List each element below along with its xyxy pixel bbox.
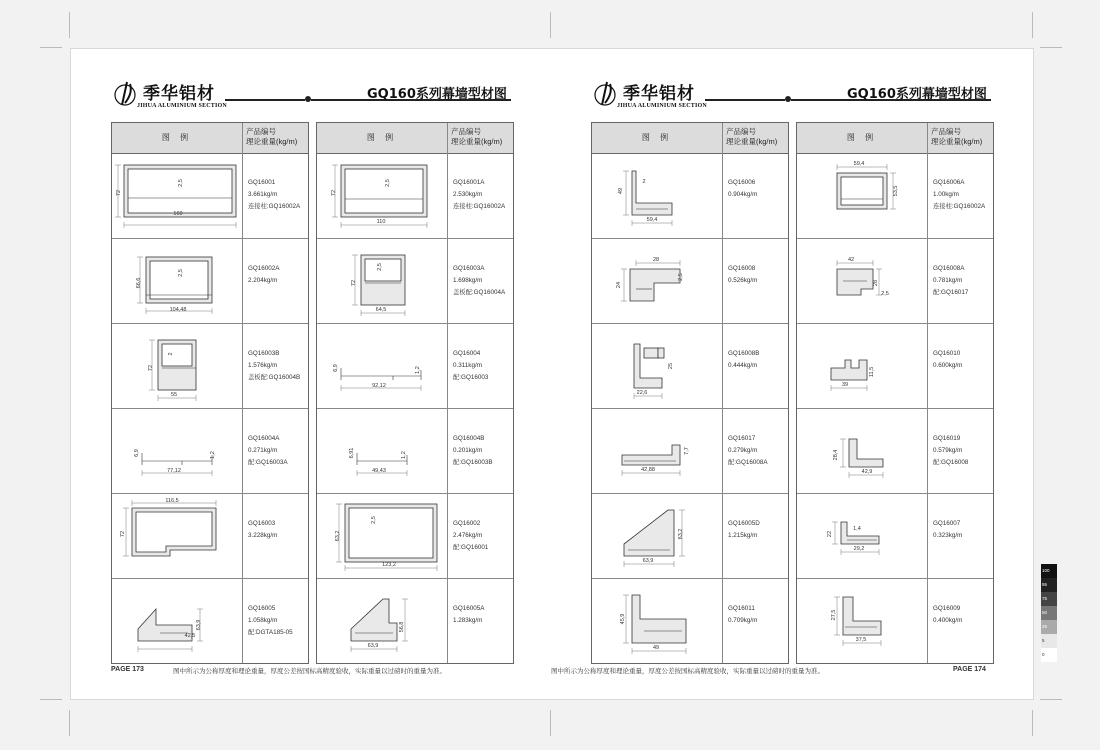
dimension-label: 55	[170, 392, 178, 398]
dimension-label: 42,88	[641, 467, 655, 473]
product-row	[317, 493, 513, 579]
dimension-label: 42,5	[184, 633, 196, 639]
crop-mark	[69, 710, 70, 736]
catalog-spread	[70, 48, 1034, 700]
product-weight: 0.781kg/m	[933, 277, 963, 284]
profile-drawing	[592, 494, 722, 579]
profile-shape	[831, 360, 867, 380]
brand-name: 季华铝材	[623, 84, 695, 104]
page-title: GQ160系列幕墙型材图	[367, 87, 507, 102]
dimension-label: 63,9	[367, 643, 379, 649]
profile-shape	[345, 169, 423, 213]
table-header-info	[722, 127, 788, 147]
profile-shape	[630, 269, 680, 301]
profile-shape	[349, 508, 433, 558]
dimension-label: 1,4	[853, 526, 861, 532]
table-header-weight: 理论重量(kg/m)	[726, 137, 778, 146]
crop-mark	[1040, 699, 1062, 700]
table-header-code: 产品编号	[451, 127, 481, 136]
product-weight: 1.283kg/m	[453, 617, 483, 624]
swatch: 50	[1041, 606, 1057, 620]
product-code: GQ16001A	[453, 179, 485, 186]
page-footnote: 图中所示为公称厚度和理论重量，厚度公差按国标高精度验收，实际重量以过磅时的重量为准。	[173, 668, 446, 675]
dimension-label: 28	[873, 279, 879, 287]
product-code: GQ16008	[728, 265, 756, 272]
profile-drawing	[112, 239, 242, 324]
profile-drawing	[317, 324, 447, 409]
product-note: 盖板配:GQ16004A	[453, 289, 506, 296]
product-code: GQ16006	[728, 179, 756, 186]
dimension-label: 6,9	[333, 364, 339, 372]
product-row	[317, 323, 513, 409]
profile-shape	[128, 169, 232, 213]
product-row	[317, 153, 513, 238]
product-info	[248, 348, 308, 384]
dimension-label: 11,5	[869, 366, 875, 378]
profile-drawing	[797, 153, 927, 238]
profile-shape	[162, 344, 192, 366]
profile-drawing	[797, 324, 927, 409]
product-row	[797, 578, 993, 664]
product-row	[112, 153, 308, 238]
profile-shape	[658, 348, 664, 358]
product-weight: 1.576kg/m	[248, 362, 278, 369]
crop-mark	[550, 710, 551, 736]
dimension-label: 24	[616, 281, 622, 289]
product-weight: 1.215kg/m	[728, 532, 758, 539]
product-code: GQ16019	[933, 435, 961, 442]
product-row	[592, 578, 788, 664]
profile-shape	[624, 510, 674, 556]
product-weight: 3.661kg/m	[248, 191, 278, 198]
product-info	[728, 348, 788, 372]
dimension-label: 63,2	[335, 530, 341, 542]
product-weight: 2.204kg/m	[248, 277, 278, 284]
table-header-code: 产品编号	[246, 127, 276, 136]
product-row	[592, 238, 788, 324]
table-header	[592, 123, 788, 154]
product-row	[112, 493, 308, 579]
product-table	[591, 122, 789, 664]
crop-mark	[550, 12, 551, 38]
dimension-label: 104,48	[169, 307, 187, 313]
profile-drawing	[112, 409, 242, 494]
crop-mark	[1032, 12, 1033, 38]
product-code: GQ16005	[248, 605, 276, 612]
product-info	[248, 263, 308, 287]
profile-shape	[632, 595, 686, 643]
profile-drawing	[592, 579, 722, 664]
product-note: 配:GQ16008	[933, 459, 969, 466]
dimension-label: 2,5	[881, 291, 889, 297]
product-table	[111, 122, 309, 664]
profile-shape	[632, 171, 672, 215]
dimension-label: 1,2	[210, 451, 216, 459]
product-weight: 0.709kg/m	[728, 617, 758, 624]
dimension-label: 7,7	[684, 447, 690, 455]
product-code: GQ16005D	[728, 520, 760, 527]
table-header-info	[447, 127, 513, 147]
catalog-page-left	[71, 49, 551, 699]
dimension-label: 63,9	[196, 619, 202, 631]
product-row	[317, 238, 513, 324]
product-table	[796, 122, 994, 664]
dimension-label: 2,5	[371, 516, 377, 524]
dimension-label: 1,2	[401, 451, 407, 459]
profile-drawing	[112, 579, 242, 664]
product-note: 连接柱:GQ16002A	[248, 203, 301, 210]
product-info	[248, 518, 308, 542]
product-row	[592, 323, 788, 409]
dimension-label: 64,5	[375, 307, 387, 313]
brand-name: 季华铝材	[143, 84, 215, 104]
product-code: GQ16010	[933, 350, 961, 357]
dimension-label: 72	[148, 364, 154, 372]
dimension-label: 66,6	[136, 277, 142, 289]
product-info	[933, 348, 993, 372]
product-info	[453, 348, 513, 384]
dimension-label: 27,5	[831, 609, 837, 621]
profile-shape	[837, 269, 873, 295]
product-row	[317, 408, 513, 494]
dimension-label: 72	[351, 279, 357, 287]
profile-drawing	[112, 324, 242, 409]
brand-logo-block	[593, 79, 723, 121]
product-code: GQ16011	[728, 605, 755, 612]
product-code: GQ16003B	[248, 350, 280, 357]
dimension-label: 2,5	[178, 269, 184, 277]
product-info	[728, 177, 788, 201]
profile-drawing	[317, 239, 447, 324]
product-code: GQ16005A	[453, 605, 485, 612]
color-calibration-bar	[1041, 564, 1057, 662]
product-code: GQ16007	[933, 520, 961, 527]
dimension-label: 123,2	[382, 562, 396, 568]
product-note: 连接柱:GQ16002A	[933, 203, 986, 210]
profile-drawing	[317, 494, 447, 579]
product-row	[112, 238, 308, 324]
table-header-code: 产品编号	[931, 127, 961, 136]
dimension-label: 2	[168, 352, 174, 356]
page-number: PAGE 174	[953, 666, 986, 673]
profile-drawing	[592, 324, 722, 409]
table-header-legend: 图 例	[641, 133, 673, 142]
product-weight: 0.904kg/m	[728, 191, 758, 198]
product-row	[317, 578, 513, 664]
product-weight: 0.444kg/m	[728, 362, 758, 369]
crop-mark	[40, 47, 62, 48]
dimension-label: 2,5	[178, 179, 184, 187]
product-code: GQ16002A	[248, 265, 280, 272]
dimension-label: 56,8	[399, 621, 405, 633]
table-header-weight: 理论重量(kg/m)	[246, 137, 298, 146]
profile-drawing	[317, 579, 447, 664]
brand-subtitle: JIHUA ALUMINIUM SECTION	[617, 103, 707, 109]
dimension-label: 49,43	[372, 468, 386, 474]
product-note: 配:GQ16001	[453, 544, 489, 551]
table-header-legend: 图 例	[846, 133, 878, 142]
profile-shape	[136, 512, 212, 552]
product-note: 配:GQ16003A	[248, 459, 288, 466]
profile-drawing	[592, 239, 722, 324]
dimension-label: 2,5	[377, 263, 383, 271]
product-weight: 1.00kg/m	[933, 191, 959, 198]
profile-drawing	[797, 579, 927, 664]
product-row	[797, 323, 993, 409]
product-weight: 0.201kg/m	[453, 447, 483, 454]
profile-drawing	[797, 409, 927, 494]
dimension-label: 2,5	[678, 273, 684, 281]
product-code: GQ16002	[453, 520, 481, 527]
product-note: 配:GQ16017	[933, 289, 969, 296]
dimension-label: 22	[827, 530, 833, 538]
table-header-info	[927, 127, 993, 147]
profile-shape	[644, 348, 658, 358]
product-row	[112, 323, 308, 409]
product-weight: 0.279kg/m	[728, 447, 758, 454]
product-info	[728, 518, 788, 542]
product-info	[248, 433, 308, 469]
product-code: GQ16017	[728, 435, 756, 442]
product-row	[797, 493, 993, 579]
product-code: GQ16008B	[728, 350, 760, 357]
dimension-label: 29,2	[853, 546, 865, 552]
crop-mark	[40, 699, 62, 700]
product-weight: 1.698kg/m	[453, 277, 483, 284]
product-code: GQ16003A	[453, 265, 485, 272]
page-title: GQ160系列幕墙型材图	[847, 87, 987, 102]
product-info	[728, 433, 788, 469]
product-info	[248, 177, 308, 213]
dimension-label: 59,4	[646, 217, 658, 223]
product-weight: 2.530kg/m	[453, 191, 483, 198]
profile-shape	[841, 177, 883, 205]
product-info	[728, 603, 788, 627]
product-row	[592, 408, 788, 494]
dimension-label: 28,4	[833, 449, 839, 461]
dimension-label: 49	[618, 187, 624, 195]
dimension-label: 63,9	[642, 558, 654, 564]
profile-shape	[849, 439, 883, 467]
product-info	[453, 603, 513, 627]
product-code: GQ16004	[453, 350, 481, 357]
product-info	[453, 433, 513, 469]
product-row	[592, 153, 788, 238]
swatch: 25	[1041, 620, 1057, 634]
product-code: GQ16003	[248, 520, 276, 527]
profile-drawing	[797, 494, 927, 579]
profile-shape	[843, 597, 881, 635]
profile-drawing	[112, 494, 242, 579]
product-info	[933, 177, 993, 213]
table-header-legend: 图 例	[366, 133, 398, 142]
crop-mark	[1032, 710, 1033, 736]
dimension-label: 49	[652, 645, 660, 651]
profile-drawing	[317, 153, 447, 238]
dimension-label: 160	[173, 211, 183, 217]
dimension-label: 72	[120, 530, 126, 538]
crop-mark	[1040, 47, 1062, 48]
product-info	[933, 518, 993, 542]
product-weight: 0.579kg/m	[933, 447, 963, 454]
dimension-label: 42,9	[861, 469, 873, 475]
product-info	[933, 433, 993, 469]
profile-shape	[622, 445, 680, 465]
product-note: 配:DGTA185-05	[248, 629, 293, 636]
dimension-label: 1,2	[415, 366, 421, 374]
dimension-label: 22,6	[636, 390, 648, 396]
table-header-weight: 理论重量(kg/m)	[931, 137, 983, 146]
product-row	[112, 408, 308, 494]
crop-mark	[69, 12, 70, 38]
swatch: 0	[1041, 648, 1057, 662]
dimension-label: 28	[652, 257, 660, 263]
dimension-label: 72	[331, 189, 337, 197]
product-code: GQ16004B	[453, 435, 485, 442]
dimension-label: 42	[847, 257, 855, 263]
swatch: 75	[1041, 592, 1057, 606]
page-number: PAGE 173	[111, 666, 144, 673]
dimension-label: 6,91	[349, 447, 355, 459]
dimension-label: 72	[116, 189, 122, 197]
swatch: 95	[1041, 578, 1057, 592]
profile-drawing	[592, 153, 722, 238]
swatch: 100	[1041, 564, 1057, 578]
profile-drawing	[317, 409, 447, 494]
product-info	[933, 603, 993, 627]
product-row	[797, 153, 993, 238]
dimension-label: 39	[841, 382, 849, 388]
product-weight: 0.526kg/m	[728, 277, 758, 284]
dimension-label: 2	[642, 179, 646, 185]
dimension-label: 37,5	[855, 637, 867, 643]
product-weight: 1.058kg/m	[248, 617, 278, 624]
profile-drawing	[797, 239, 927, 324]
product-note: 盖板配:GQ16004B	[248, 374, 301, 381]
dimension-label: 45,9	[620, 613, 626, 625]
dimension-label: 53,5	[893, 185, 899, 197]
brand-logo-icon	[113, 79, 139, 109]
product-code: GQ16009	[933, 605, 961, 612]
product-info	[453, 263, 513, 299]
dimension-label: 110	[376, 219, 386, 225]
dimension-label: 6,9	[134, 449, 140, 457]
dimension-label: 77,12	[167, 468, 181, 474]
table-header	[797, 123, 993, 154]
profile-shape	[150, 261, 208, 299]
dimension-label: 92,12	[372, 383, 386, 389]
product-table	[316, 122, 514, 664]
product-weight: 0.311kg/m	[453, 362, 482, 369]
dimension-label: 59,4	[853, 161, 865, 167]
profile-drawing	[592, 409, 722, 494]
product-weight: 0.271kg/m	[248, 447, 278, 454]
product-row	[797, 408, 993, 494]
product-weight: 0.400kg/m	[933, 617, 963, 624]
product-note: 配:GQ16008A	[728, 459, 768, 466]
dimension-label: 116,5	[165, 498, 179, 504]
swatch: 5	[1041, 634, 1057, 648]
product-weight: 0.323kg/m	[933, 532, 963, 539]
brand-subtitle: JIHUA ALUMINIUM SECTION	[137, 103, 227, 109]
product-weight: 3.228kg/m	[248, 532, 278, 539]
product-code: GQ16004A	[248, 435, 280, 442]
product-weight: 2.476kg/m	[453, 532, 483, 539]
table-header	[317, 123, 513, 154]
product-info	[453, 518, 513, 554]
product-info	[728, 263, 788, 287]
table-header	[112, 123, 308, 154]
product-note: 连接柱:GQ16002A	[453, 203, 506, 210]
product-note: 配:GQ16003	[453, 374, 489, 381]
table-header-info	[242, 127, 308, 147]
profile-drawing	[112, 153, 242, 238]
table-header-code: 产品编号	[726, 127, 756, 136]
dimension-label: 25	[668, 362, 674, 370]
dimension-label: 63,2	[678, 528, 684, 540]
product-row	[797, 238, 993, 324]
product-code: GQ16001	[248, 179, 276, 186]
profile-shape	[351, 599, 397, 641]
header-rule	[225, 99, 305, 101]
catalog-page-right	[551, 49, 1031, 699]
header-rule	[705, 99, 785, 101]
table-header-weight: 理论重量(kg/m)	[451, 137, 503, 146]
product-note: 配:GQ16003B	[453, 459, 493, 466]
table-header-legend: 图 例	[161, 133, 193, 142]
page-footnote: 图中所示为公称厚度和理论重量，厚度公差按国标高精度验收，实际重量以过磅时的重量为准。	[551, 668, 824, 675]
brand-logo-icon	[593, 79, 619, 109]
brand-logo-block	[113, 79, 243, 121]
product-row	[112, 578, 308, 664]
product-info	[453, 177, 513, 213]
product-code: GQ16008A	[933, 265, 965, 272]
product-code: GQ16006A	[933, 179, 965, 186]
product-info	[933, 263, 993, 299]
product-info	[248, 603, 308, 639]
product-row	[592, 493, 788, 579]
product-weight: 0.600kg/m	[933, 362, 963, 369]
profile-shape	[365, 259, 401, 281]
dimension-label: 2,5	[385, 179, 391, 187]
